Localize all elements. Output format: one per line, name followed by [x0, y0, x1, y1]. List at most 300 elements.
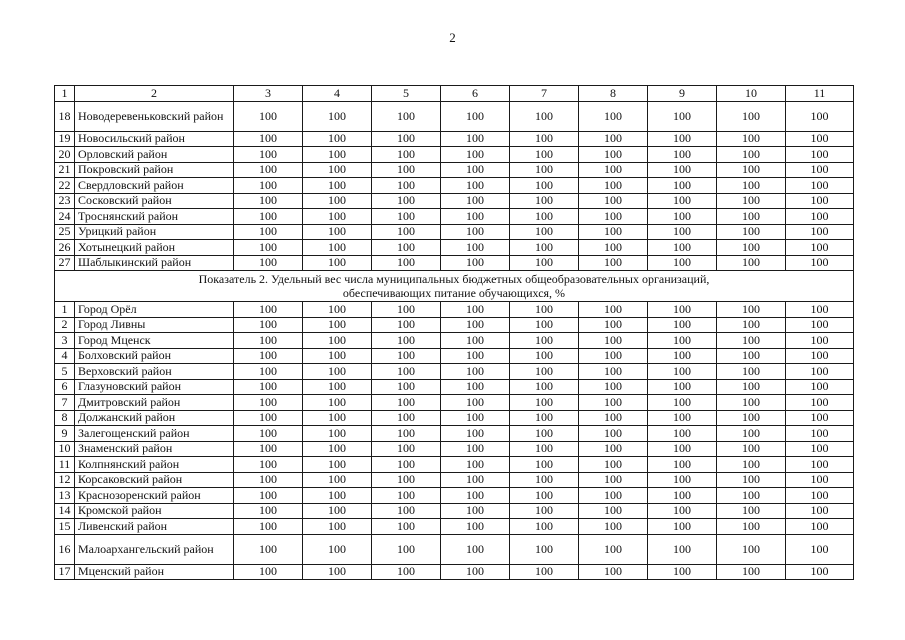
table-row	[55, 178, 854, 194]
value-cell: 100	[648, 379, 717, 395]
value-cell: 100	[234, 302, 303, 318]
table-row	[55, 147, 854, 163]
value-cell: 100	[510, 410, 579, 426]
value-cell: 100	[234, 410, 303, 426]
value-cell: 100	[303, 426, 372, 442]
row-number: 19	[55, 131, 75, 147]
value-cell: 100	[510, 101, 579, 131]
value-cell: 100	[441, 519, 510, 535]
value-cell: 100	[717, 209, 786, 225]
value-cell: 100	[234, 564, 303, 580]
value-cell: 100	[648, 410, 717, 426]
value-cell: 100	[234, 209, 303, 225]
value-cell: 100	[648, 519, 717, 535]
district-name: Город Мценск	[75, 333, 234, 349]
value-cell: 100	[648, 147, 717, 163]
row-number: 14	[55, 503, 75, 519]
value-cell: 100	[510, 426, 579, 442]
value-cell: 100	[510, 395, 579, 411]
value-cell: 100	[372, 379, 441, 395]
section-title-line2: обеспечивающих питание обучающихся, %	[342, 286, 566, 300]
value-cell: 100	[717, 317, 786, 333]
value-cell: 100	[372, 193, 441, 209]
value-cell: 100	[717, 193, 786, 209]
value-cell: 100	[648, 564, 717, 580]
district-name: Новодеревеньковский район	[75, 101, 234, 131]
value-cell: 100	[303, 534, 372, 564]
district-name: Сосковский район	[75, 193, 234, 209]
value-cell: 100	[441, 317, 510, 333]
row-number: 15	[55, 519, 75, 535]
value-cell: 100	[510, 193, 579, 209]
value-cell: 100	[234, 472, 303, 488]
table-row	[55, 162, 854, 178]
table-row	[55, 240, 854, 256]
value-cell: 100	[786, 209, 854, 225]
value-cell: 100	[786, 224, 854, 240]
value-cell: 100	[372, 410, 441, 426]
value-cell: 100	[303, 348, 372, 364]
value-cell: 100	[717, 426, 786, 442]
value-cell: 100	[786, 147, 854, 163]
value-cell: 100	[234, 162, 303, 178]
value-cell: 100	[510, 564, 579, 580]
district-name: Ливенский район	[75, 519, 234, 535]
value-cell: 100	[717, 302, 786, 318]
value-cell: 100	[786, 379, 854, 395]
value-cell: 100	[510, 488, 579, 504]
value-cell: 100	[372, 302, 441, 318]
column-number-cell: 10	[717, 86, 786, 102]
column-number-row	[55, 86, 854, 102]
value-cell: 100	[510, 178, 579, 194]
value-cell: 100	[717, 410, 786, 426]
row-number: 2	[55, 317, 75, 333]
value-cell: 100	[303, 240, 372, 256]
value-cell: 100	[717, 503, 786, 519]
value-cell: 100	[372, 395, 441, 411]
value-cell: 100	[579, 457, 648, 473]
value-cell: 100	[372, 564, 441, 580]
district-name: Малоархангельский район	[75, 534, 234, 564]
value-cell: 100	[510, 457, 579, 473]
value-cell: 100	[234, 193, 303, 209]
value-cell: 100	[372, 519, 441, 535]
value-cell: 100	[303, 193, 372, 209]
value-cell: 100	[303, 302, 372, 318]
value-cell: 100	[441, 426, 510, 442]
value-cell: 100	[717, 534, 786, 564]
value-cell: 100	[372, 488, 441, 504]
value-cell: 100	[234, 519, 303, 535]
table-row	[55, 255, 854, 271]
value-cell: 100	[372, 426, 441, 442]
row-number: 23	[55, 193, 75, 209]
value-cell: 100	[372, 333, 441, 349]
value-cell: 100	[717, 441, 786, 457]
table-row	[55, 488, 854, 504]
column-number-cell: 2	[75, 86, 234, 102]
value-cell: 100	[648, 131, 717, 147]
district-name: Свердловский район	[75, 178, 234, 194]
value-cell: 100	[372, 348, 441, 364]
value-cell: 100	[786, 564, 854, 580]
column-number-cell: 6	[441, 86, 510, 102]
value-cell: 100	[372, 441, 441, 457]
table-row	[55, 503, 854, 519]
value-cell: 100	[441, 488, 510, 504]
district-name: Колпнянский район	[75, 457, 234, 473]
district-name: Корсаковский район	[75, 472, 234, 488]
district-name: Залегощенский район	[75, 426, 234, 442]
value-cell: 100	[579, 564, 648, 580]
table-row	[55, 564, 854, 580]
value-cell: 100	[579, 193, 648, 209]
district-name: Город Орёл	[75, 302, 234, 318]
value-cell: 100	[510, 147, 579, 163]
value-cell: 100	[648, 224, 717, 240]
value-cell: 100	[372, 364, 441, 380]
value-cell: 100	[717, 101, 786, 131]
district-name: Троснянский район	[75, 209, 234, 225]
value-cell: 100	[303, 209, 372, 225]
value-cell: 100	[303, 224, 372, 240]
value-cell: 100	[717, 348, 786, 364]
value-cell: 100	[786, 302, 854, 318]
table-row	[55, 534, 854, 564]
table-row	[55, 209, 854, 225]
value-cell: 100	[579, 209, 648, 225]
value-cell: 100	[717, 147, 786, 163]
value-cell: 100	[234, 224, 303, 240]
value-cell: 100	[441, 503, 510, 519]
value-cell: 100	[648, 101, 717, 131]
value-cell: 100	[579, 317, 648, 333]
value-cell: 100	[441, 209, 510, 225]
column-number-cell: 8	[579, 86, 648, 102]
value-cell: 100	[579, 534, 648, 564]
value-cell: 100	[303, 255, 372, 271]
value-cell: 100	[648, 240, 717, 256]
value-cell: 100	[648, 534, 717, 564]
table-row	[55, 302, 854, 318]
value-cell: 100	[441, 457, 510, 473]
district-name: Дмитровский район	[75, 395, 234, 411]
value-cell: 100	[648, 348, 717, 364]
value-cell: 100	[717, 488, 786, 504]
value-cell: 100	[234, 147, 303, 163]
row-number: 27	[55, 255, 75, 271]
row-number: 24	[55, 209, 75, 225]
value-cell: 100	[510, 364, 579, 380]
value-cell: 100	[786, 178, 854, 194]
value-cell: 100	[579, 302, 648, 318]
value-cell: 100	[234, 534, 303, 564]
column-number-cell: 3	[234, 86, 303, 102]
value-cell: 100	[441, 131, 510, 147]
row-number: 7	[55, 395, 75, 411]
value-cell: 100	[717, 457, 786, 473]
table-row	[55, 193, 854, 209]
section-title	[55, 271, 854, 302]
value-cell: 100	[303, 364, 372, 380]
value-cell: 100	[303, 317, 372, 333]
value-cell: 100	[717, 178, 786, 194]
value-cell: 100	[648, 333, 717, 349]
row-number: 5	[55, 364, 75, 380]
value-cell: 100	[372, 147, 441, 163]
value-cell: 100	[372, 178, 441, 194]
value-cell: 100	[303, 441, 372, 457]
value-cell: 100	[786, 457, 854, 473]
value-cell: 100	[579, 255, 648, 271]
row-number: 10	[55, 441, 75, 457]
value-cell: 100	[303, 519, 372, 535]
table-row	[55, 426, 854, 442]
value-cell: 100	[303, 379, 372, 395]
value-cell: 100	[717, 472, 786, 488]
value-cell: 100	[717, 519, 786, 535]
value-cell: 100	[372, 240, 441, 256]
row-number: 1	[55, 302, 75, 318]
row-number: 17	[55, 564, 75, 580]
value-cell: 100	[234, 178, 303, 194]
table-row	[55, 333, 854, 349]
value-cell: 100	[372, 534, 441, 564]
value-cell: 100	[717, 224, 786, 240]
value-cell: 100	[303, 101, 372, 131]
value-cell: 100	[441, 178, 510, 194]
table-row	[55, 457, 854, 473]
district-name: Знаменский район	[75, 441, 234, 457]
value-cell: 100	[786, 255, 854, 271]
row-number: 26	[55, 240, 75, 256]
value-cell: 100	[372, 317, 441, 333]
value-cell: 100	[441, 410, 510, 426]
value-cell: 100	[648, 441, 717, 457]
value-cell: 100	[786, 534, 854, 564]
value-cell: 100	[510, 519, 579, 535]
row-number: 22	[55, 178, 75, 194]
column-number-cell: 11	[786, 86, 854, 102]
value-cell: 100	[372, 209, 441, 225]
value-cell: 100	[786, 503, 854, 519]
column-number-cell: 5	[372, 86, 441, 102]
table-row	[55, 395, 854, 411]
value-cell: 100	[579, 519, 648, 535]
value-cell: 100	[579, 240, 648, 256]
page-number: 2	[449, 30, 456, 45]
value-cell: 100	[579, 426, 648, 442]
value-cell: 100	[234, 317, 303, 333]
row-number: 4	[55, 348, 75, 364]
column-number-cell: 1	[55, 86, 75, 102]
value-cell: 100	[786, 410, 854, 426]
value-cell: 100	[441, 302, 510, 318]
row-number: 11	[55, 457, 75, 473]
value-cell: 100	[441, 348, 510, 364]
value-cell: 100	[717, 564, 786, 580]
value-cell: 100	[579, 472, 648, 488]
district-name: Город Ливны	[75, 317, 234, 333]
value-cell: 100	[234, 364, 303, 380]
value-cell: 100	[717, 131, 786, 147]
value-cell: 100	[579, 441, 648, 457]
value-cell: 100	[717, 240, 786, 256]
value-cell: 100	[234, 395, 303, 411]
district-name: Краснозоренский район	[75, 488, 234, 504]
value-cell: 100	[372, 255, 441, 271]
value-cell: 100	[510, 209, 579, 225]
table-row	[55, 472, 854, 488]
value-cell: 100	[786, 131, 854, 147]
value-cell: 100	[648, 317, 717, 333]
table-row	[55, 410, 854, 426]
row-number: 20	[55, 147, 75, 163]
row-number: 3	[55, 333, 75, 349]
value-cell: 100	[372, 101, 441, 131]
value-cell: 100	[786, 519, 854, 535]
value-cell: 100	[303, 147, 372, 163]
value-cell: 100	[579, 379, 648, 395]
value-cell: 100	[786, 488, 854, 504]
value-cell: 100	[786, 441, 854, 457]
value-cell: 100	[579, 333, 648, 349]
district-name: Хотынецкий район	[75, 240, 234, 256]
row-number: 12	[55, 472, 75, 488]
district-name: Мценский район	[75, 564, 234, 580]
column-number-cell: 9	[648, 86, 717, 102]
value-cell: 100	[234, 426, 303, 442]
value-cell: 100	[303, 333, 372, 349]
value-cell: 100	[234, 240, 303, 256]
district-name: Должанский район	[75, 410, 234, 426]
row-number: 6	[55, 379, 75, 395]
value-cell: 100	[234, 101, 303, 131]
value-cell: 100	[510, 472, 579, 488]
value-cell: 100	[717, 162, 786, 178]
value-cell: 100	[579, 224, 648, 240]
value-cell: 100	[441, 564, 510, 580]
district-name: Болховский район	[75, 348, 234, 364]
value-cell: 100	[441, 379, 510, 395]
column-number-cell: 7	[510, 86, 579, 102]
value-cell: 100	[648, 457, 717, 473]
value-cell: 100	[786, 240, 854, 256]
value-cell: 100	[303, 178, 372, 194]
value-cell: 100	[786, 348, 854, 364]
district-name: Кромской район	[75, 503, 234, 519]
value-cell: 100	[648, 472, 717, 488]
value-cell: 100	[717, 255, 786, 271]
district-name: Покровский район	[75, 162, 234, 178]
value-cell: 100	[786, 426, 854, 442]
value-cell: 100	[717, 395, 786, 411]
value-cell: 100	[786, 317, 854, 333]
value-cell: 100	[510, 348, 579, 364]
value-cell: 100	[579, 364, 648, 380]
value-cell: 100	[786, 101, 854, 131]
district-name: Глазуновский район	[75, 379, 234, 395]
value-cell: 100	[579, 503, 648, 519]
district-name: Орловский район	[75, 147, 234, 163]
value-cell: 100	[717, 333, 786, 349]
value-cell: 100	[786, 472, 854, 488]
data-table	[54, 85, 854, 580]
value-cell: 100	[303, 162, 372, 178]
value-cell: 100	[648, 364, 717, 380]
district-name: Верховский район	[75, 364, 234, 380]
value-cell: 100	[648, 193, 717, 209]
value-cell: 100	[510, 441, 579, 457]
value-cell: 100	[441, 224, 510, 240]
table-body	[55, 86, 854, 580]
value-cell: 100	[510, 333, 579, 349]
district-name: Урицкий район	[75, 224, 234, 240]
value-cell: 100	[579, 410, 648, 426]
table-row	[55, 519, 854, 535]
value-cell: 100	[786, 395, 854, 411]
value-cell: 100	[234, 457, 303, 473]
value-cell: 100	[786, 162, 854, 178]
value-cell: 100	[648, 426, 717, 442]
value-cell: 100	[648, 162, 717, 178]
value-cell: 100	[303, 488, 372, 504]
table-row	[55, 131, 854, 147]
value-cell: 100	[579, 131, 648, 147]
value-cell: 100	[441, 364, 510, 380]
value-cell: 100	[717, 364, 786, 380]
value-cell: 100	[372, 162, 441, 178]
value-cell: 100	[648, 395, 717, 411]
row-number: 25	[55, 224, 75, 240]
district-name: Новосильский район	[75, 131, 234, 147]
value-cell: 100	[441, 162, 510, 178]
value-cell: 100	[648, 488, 717, 504]
table-row	[55, 379, 854, 395]
value-cell: 100	[579, 395, 648, 411]
value-cell: 100	[510, 255, 579, 271]
table-row	[55, 364, 854, 380]
value-cell: 100	[786, 333, 854, 349]
table-row	[55, 348, 854, 364]
value-cell: 100	[441, 193, 510, 209]
value-cell: 100	[441, 472, 510, 488]
value-cell: 100	[648, 255, 717, 271]
table-row	[55, 101, 854, 131]
column-number-cell: 4	[303, 86, 372, 102]
section-title-line1: Показатель 2. Удельный вес числа муниципальных бюджетных общеобразовательных организаций,	[198, 272, 710, 286]
value-cell: 100	[303, 131, 372, 147]
value-cell: 100	[648, 178, 717, 194]
section-header-row	[55, 271, 854, 302]
value-cell: 100	[441, 147, 510, 163]
value-cell: 100	[372, 131, 441, 147]
district-name: Шаблыкинский район	[75, 255, 234, 271]
value-cell: 100	[510, 317, 579, 333]
value-cell: 100	[441, 534, 510, 564]
value-cell: 100	[234, 379, 303, 395]
value-cell: 100	[510, 534, 579, 564]
table-row	[55, 317, 854, 333]
row-number: 16	[55, 534, 75, 564]
value-cell: 100	[441, 240, 510, 256]
value-cell: 100	[441, 255, 510, 271]
row-number: 9	[55, 426, 75, 442]
value-cell: 100	[234, 255, 303, 271]
value-cell: 100	[234, 131, 303, 147]
value-cell: 100	[510, 302, 579, 318]
